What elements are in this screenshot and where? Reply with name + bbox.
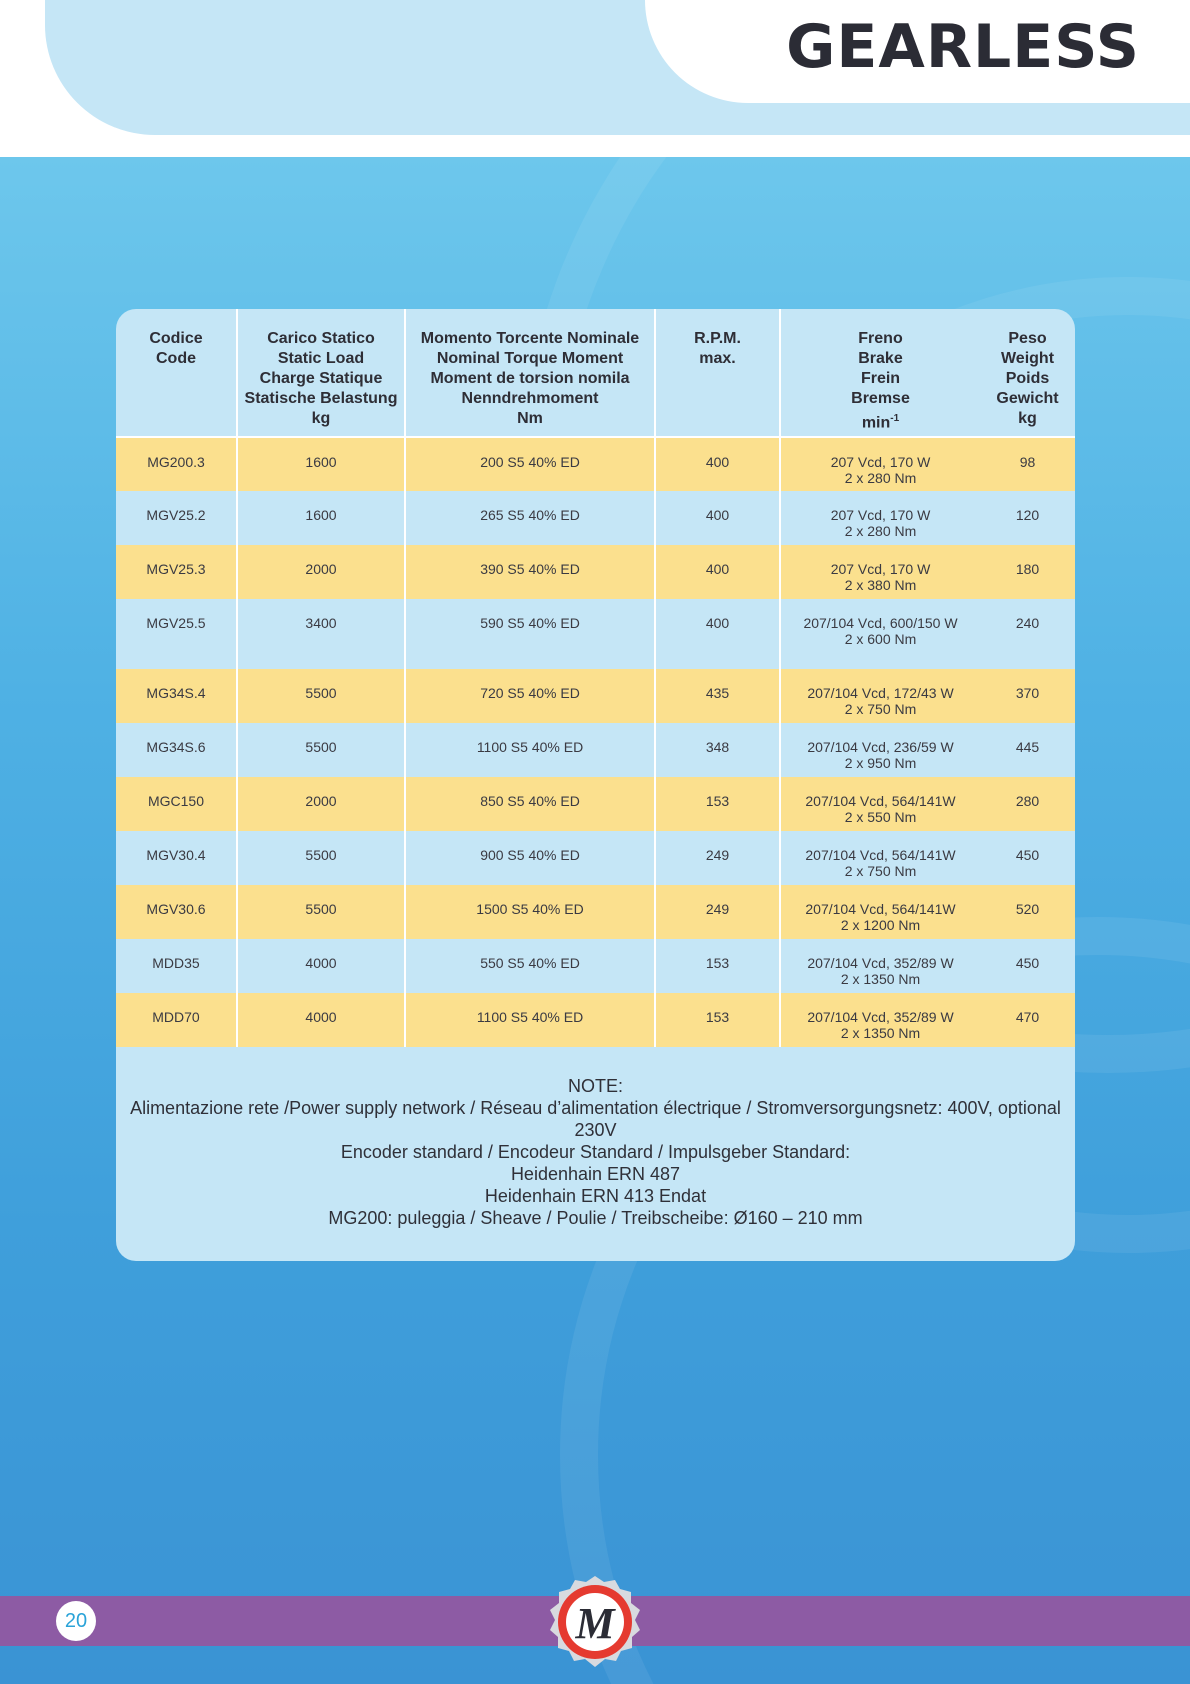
- cell-rpm: 153: [655, 939, 780, 993]
- spec-panel: [116, 309, 1075, 1261]
- cell-rpm: 153: [655, 993, 780, 1047]
- notes-heading: NOTE:: [567, 1076, 623, 1096]
- header-code: Codice Code: [116, 309, 237, 437]
- table-row: [116, 437, 1075, 491]
- notes-line: Encoder standard / Encodeur Standard / Impulsgeber Standard:: [340, 1142, 851, 1162]
- table-row: [116, 777, 1075, 831]
- cell-code: MG200.3: [116, 437, 237, 491]
- cell-torque: 590 S5 40% ED: [405, 599, 655, 669]
- cell-load: 5500: [237, 885, 405, 939]
- cell-torque: 1500 S5 40% ED: [405, 885, 655, 939]
- cell-torque: 850 S5 40% ED: [405, 777, 655, 831]
- cell-code: MDD35: [116, 939, 237, 993]
- cell-load: 2000: [237, 545, 405, 599]
- cell-load: 5500: [237, 723, 405, 777]
- cell-load: 3400: [237, 599, 405, 669]
- header-torque: Momento Torcente Nominale Nominal Torque Moment Moment de torsion nomila Nenndrehmoment Nm: [405, 309, 655, 437]
- cell-torque: 900 S5 40% ED: [405, 831, 655, 885]
- cell-weight: 520: [980, 885, 1075, 939]
- cell-load: 1600: [237, 437, 405, 491]
- table-row: [116, 939, 1075, 993]
- table-row: [116, 545, 1075, 599]
- cell-weight: 280: [980, 777, 1075, 831]
- cell-code: MG34S.4: [116, 669, 237, 723]
- cell-rpm: 400: [655, 599, 780, 669]
- cell-code: MDD70: [116, 993, 237, 1047]
- table-row: [116, 723, 1075, 777]
- cell-brake: 207/104 Vcd, 564/141W 2 x 750 Nm: [780, 831, 980, 885]
- cell-brake: 207/104 Vcd, 172/43 W 2 x 750 Nm: [780, 669, 980, 723]
- cell-weight: 450: [980, 939, 1075, 993]
- cell-brake: 207 Vcd, 170 W 2 x 280 Nm: [780, 437, 980, 491]
- notes-block: [116, 1075, 1075, 1229]
- page-title: GEARLESS: [786, 12, 1140, 82]
- header-static-load: Carico Statico Static Load Charge Statique Statische Belastung kg: [237, 309, 405, 437]
- cell-rpm: 249: [655, 885, 780, 939]
- cell-rpm: 249: [655, 831, 780, 885]
- cell-code: MGV30.4: [116, 831, 237, 885]
- cell-weight: 470: [980, 993, 1075, 1047]
- cell-rpm: 400: [655, 491, 780, 545]
- cell-weight: 370: [980, 669, 1075, 723]
- cell-code: MGV30.6: [116, 885, 237, 939]
- cell-torque: 1100 S5 40% ED: [405, 993, 655, 1047]
- cell-torque: 390 S5 40% ED: [405, 545, 655, 599]
- cell-rpm: 400: [655, 437, 780, 491]
- spec-table: [116, 309, 1075, 1047]
- cell-load: 4000: [237, 939, 405, 993]
- logo-letter: M: [575, 1599, 615, 1648]
- cell-code: MGV25.3: [116, 545, 237, 599]
- cell-rpm: 400: [655, 545, 780, 599]
- table-row: [116, 885, 1075, 939]
- cell-code: MG34S.6: [116, 723, 237, 777]
- cell-brake: 207/104 Vcd, 564/141W 2 x 1200 Nm: [780, 885, 980, 939]
- gear-logo-icon: [540, 1574, 650, 1670]
- cell-brake: 207 Vcd, 170 W 2 x 380 Nm: [780, 545, 980, 599]
- cell-weight: 98: [980, 437, 1075, 491]
- cell-load: 5500: [237, 831, 405, 885]
- cell-brake: 207/104 Vcd, 352/89 W 2 x 1350 Nm: [780, 993, 980, 1047]
- page-number: 20: [56, 1601, 96, 1641]
- table-row: [116, 599, 1075, 669]
- cell-rpm: 153: [655, 777, 780, 831]
- cell-brake: 207 Vcd, 170 W 2 x 280 Nm: [780, 491, 980, 545]
- cell-rpm: 348: [655, 723, 780, 777]
- cell-torque: 1100 S5 40% ED: [405, 723, 655, 777]
- cell-weight: 240: [980, 599, 1075, 669]
- cell-code: MGC150: [116, 777, 237, 831]
- cell-brake: 207/104 Vcd, 600/150 W 2 x 600 Nm: [780, 599, 980, 669]
- cell-torque: 265 S5 40% ED: [405, 491, 655, 545]
- header-rpm: R.P.M. max.: [655, 309, 780, 437]
- cell-load: 5500: [237, 669, 405, 723]
- table-row: [116, 993, 1075, 1047]
- cell-weight: 180: [980, 545, 1075, 599]
- cell-brake: 207/104 Vcd, 236/59 W 2 x 950 Nm: [780, 723, 980, 777]
- cell-code: MGV25.5: [116, 599, 237, 669]
- table-row: [116, 831, 1075, 885]
- cell-load: 2000: [237, 777, 405, 831]
- cell-weight: 445: [980, 723, 1075, 777]
- header-weight: Peso Weight Poids Gewicht kg: [980, 309, 1075, 437]
- cell-rpm: 435: [655, 669, 780, 723]
- notes-line: Heidenhain ERN 487: [510, 1164, 681, 1184]
- cell-weight: 120: [980, 491, 1075, 545]
- notes-line: MG200: puleggia / Sheave / Poulie / Treibscheibe: Ø160 – 210 mm: [328, 1208, 863, 1228]
- notes-line: Heidenhain ERN 413 Endat: [484, 1186, 707, 1206]
- cell-torque: 720 S5 40% ED: [405, 669, 655, 723]
- cell-weight: 450: [980, 831, 1075, 885]
- cell-load: 4000: [237, 993, 405, 1047]
- cell-brake: 207/104 Vcd, 564/141W 2 x 550 Nm: [780, 777, 980, 831]
- cell-brake: 207/104 Vcd, 352/89 W 2 x 1350 Nm: [780, 939, 980, 993]
- table-row: [116, 491, 1075, 545]
- cell-torque: 550 S5 40% ED: [405, 939, 655, 993]
- cell-code: MGV25.2: [116, 491, 237, 545]
- cell-load: 1600: [237, 491, 405, 545]
- table-row: [116, 669, 1075, 723]
- table-header-row: [116, 309, 1075, 437]
- header-brake: Freno Brake Frein Bremse $\min^{-1}$: [780, 309, 980, 437]
- notes-line: Alimentazione rete /Power supply network / Réseau d’alimentation électrique / Stromversorgungsnetz: 400V, optional 230V: [130, 1098, 1061, 1140]
- cell-torque: 200 S5 40% ED: [405, 437, 655, 491]
- company-logo: [540, 1574, 650, 1670]
